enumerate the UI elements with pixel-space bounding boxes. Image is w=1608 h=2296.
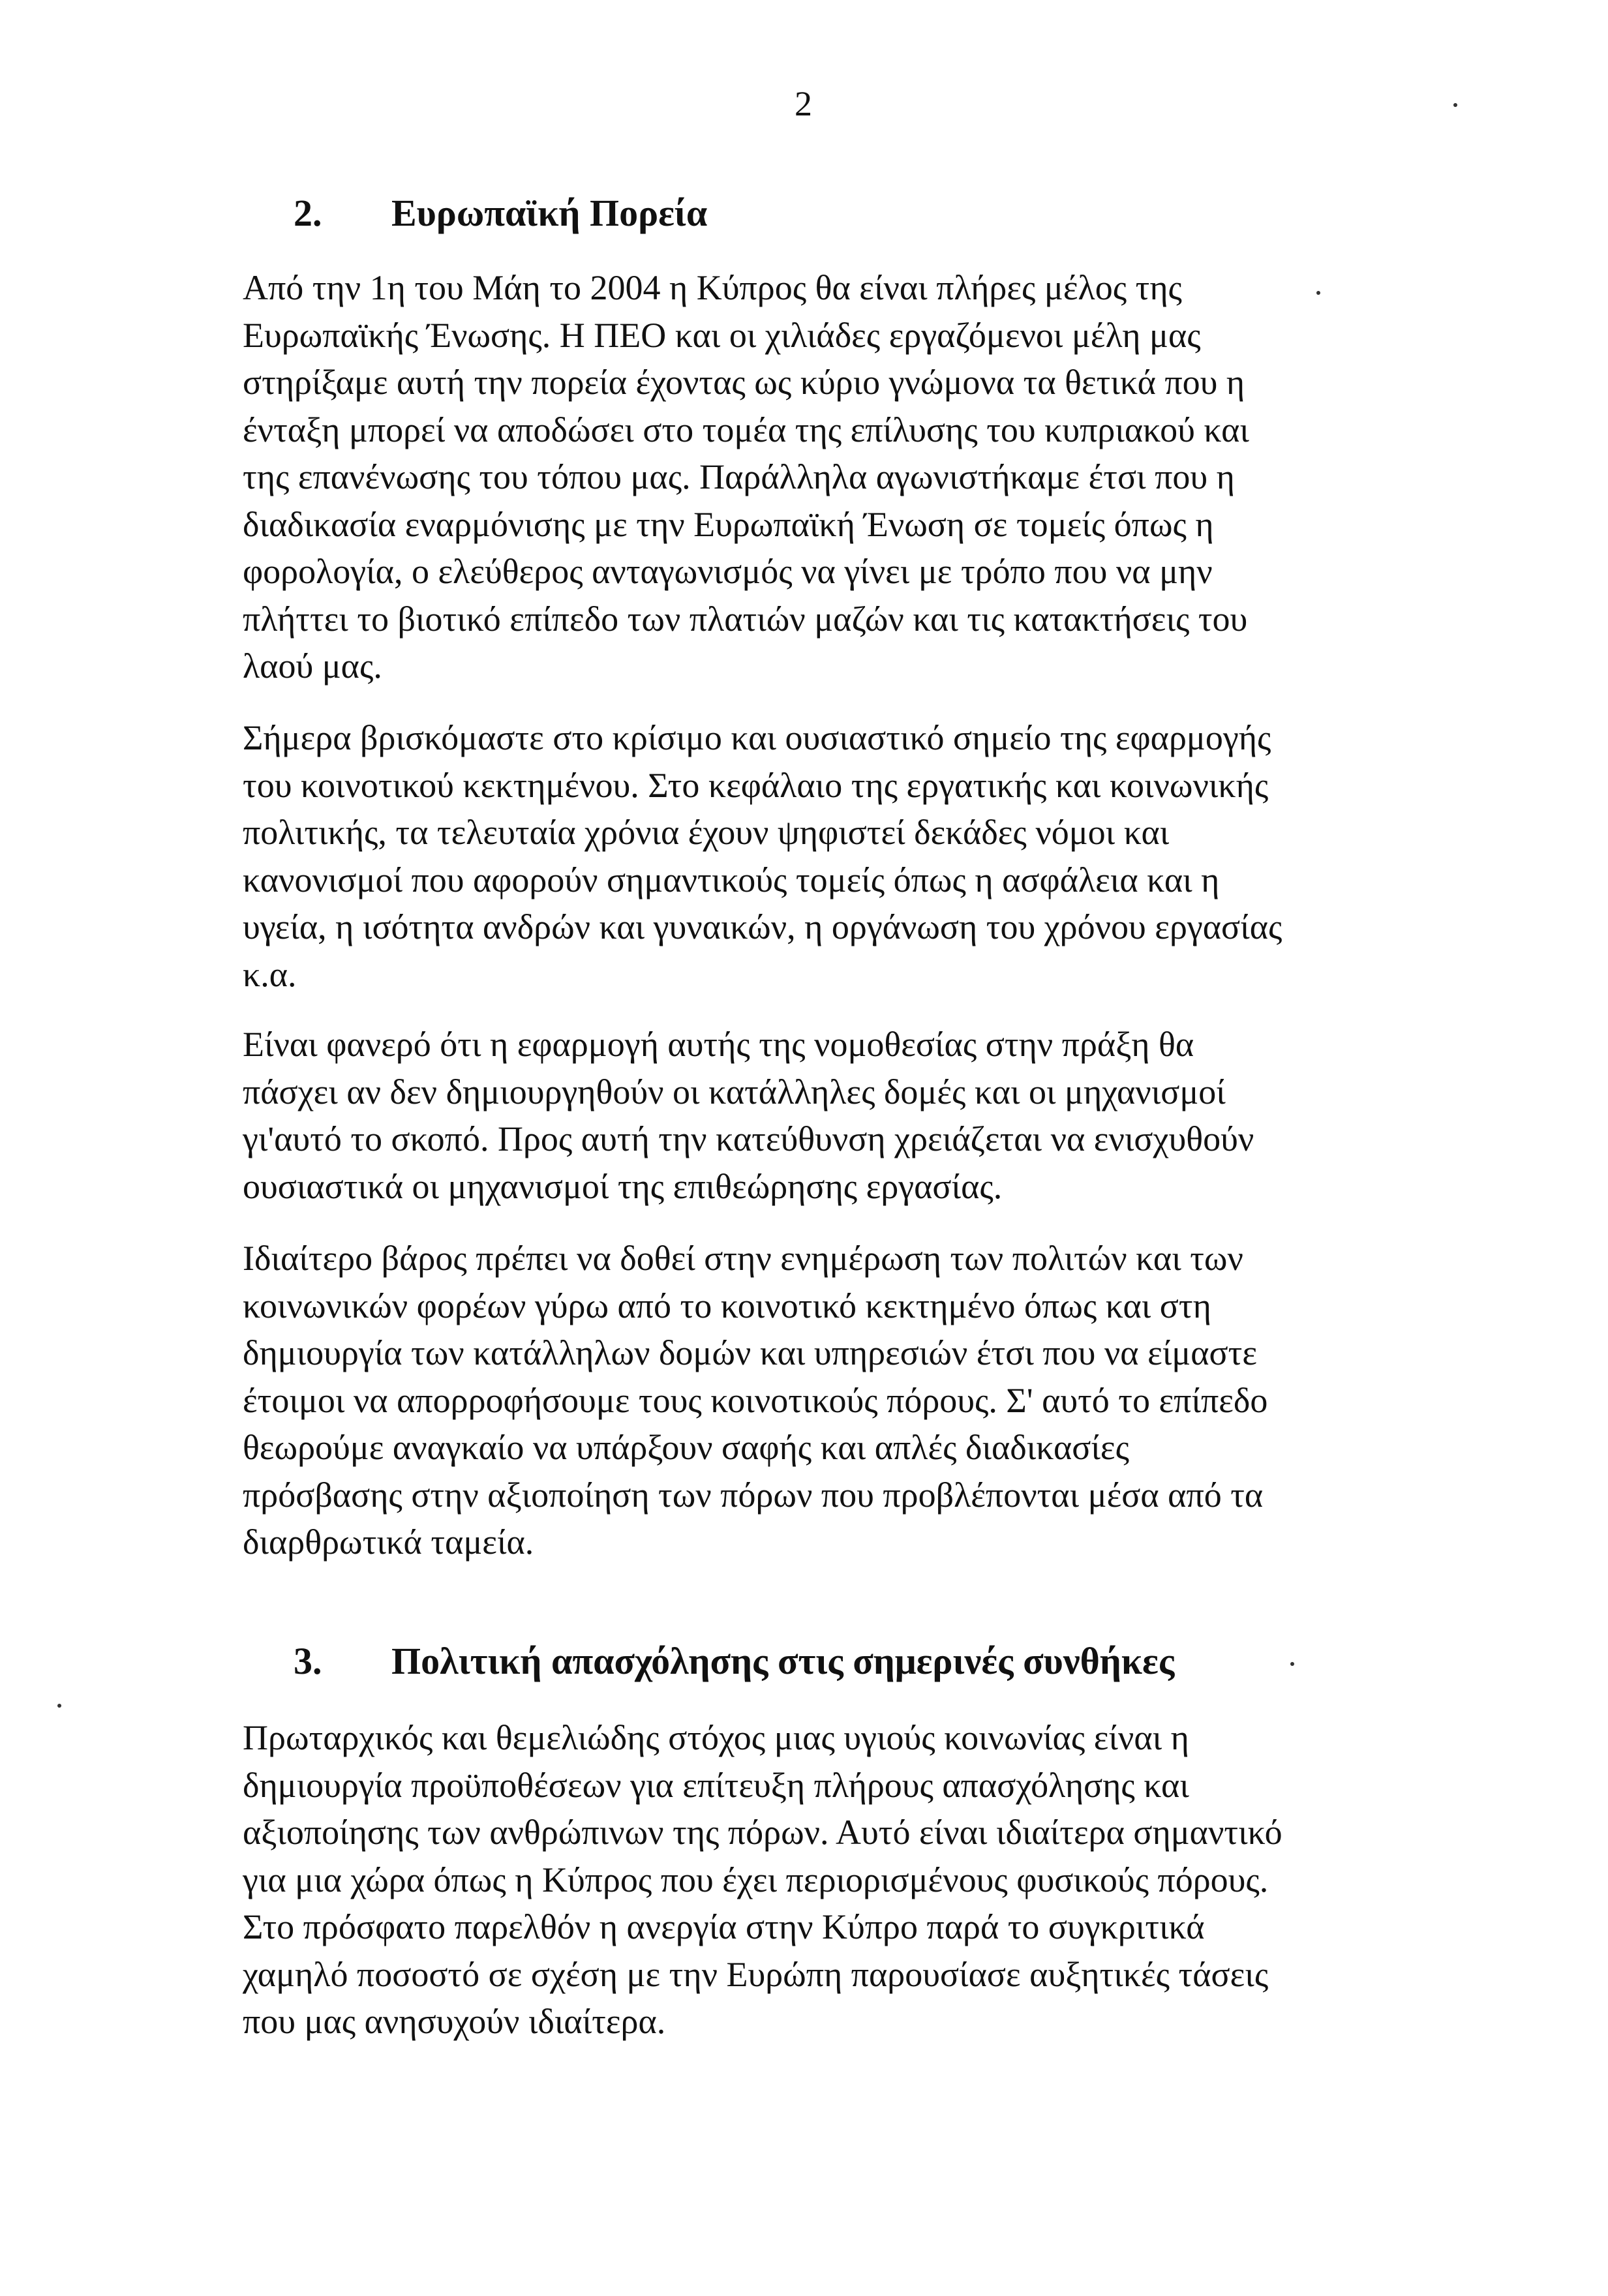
text-line: διαδικασία εναρμόνισης με την Ευρωπαϊκή Ένωση σε τομείς όπως η <box>243 504 1214 544</box>
text-line: κανονισμοί που αφορούν σημαντικούς τομείς όπως η ασφάλεια και η <box>243 860 1220 899</box>
text-line: ουσιαστικά οι μηχανισμοί της επιθεώρησης εργασίας. <box>243 1166 1003 1206</box>
section-heading-employment-policy <box>294 1642 1174 1680</box>
scan-speck <box>57 1704 61 1708</box>
text-line: υγεία, η ισότητα ανδρών και γυναικών, η οργάνωση του χρόνου εργασίας <box>243 907 1282 946</box>
text-line: λαού μας. <box>243 646 382 686</box>
text-line: Στο πρόσφατο παρελθόν η ανεργία στην Κύπρο παρά το συγκριτικά <box>243 1907 1205 1946</box>
text-line: κ.α. <box>243 954 297 994</box>
text-line: φορολογία, ο ελεύθερος ανταγωνισμός να γίνει με τρόπο που να μην <box>243 552 1213 591</box>
page-number: 2 <box>795 84 812 123</box>
text-line: διαρθρωτικά ταμεία. <box>243 1522 534 1562</box>
text-line: έτοιμοι να απορροφήσουμε τους κοινοτικούς πόρους. Σ' αυτό το επίπεδο <box>243 1380 1268 1420</box>
section-number: 2. <box>294 192 322 234</box>
section-title: Ευρωπαϊκή Πορεία <box>391 192 708 234</box>
text-line: Σήμερα βρισκόμαστε στο κρίσιμο και ουσιαστικό σημείο της εφαρμογής <box>243 718 1271 757</box>
text-line: αξιοποίησης των ανθρώπινων της πόρων. Αυτό είναι ιδιαίτερα σημαντικό <box>243 1813 1282 1852</box>
section-number: 3. <box>294 1640 322 1682</box>
scan-speck <box>1316 291 1320 295</box>
text-line: της επανένωσης του τόπου μας. Παράλληλα αγωνιστήκαμε έτσι που η <box>243 457 1235 496</box>
text-line: στηρίξαμε αυτή την πορεία έχοντας ως κύριο γνώμονα τα θετικά που η <box>243 363 1245 402</box>
text-line: κοινωνικών φορέων γύρω από το κοινοτικό κεκτημένο όπως και στη <box>243 1286 1211 1325</box>
text-line: ένταξη μπορεί να αποδώσει στο τομέα της επίλυσης του κυπριακού και <box>243 410 1249 449</box>
scan-speck <box>1290 1662 1294 1666</box>
text-line: του κοινοτικού κεκτημένου. Στο κεφάλαιο της εργατικής και κοινωνικής <box>243 765 1269 805</box>
paragraph <box>243 1714 1410 2046</box>
text-line: γι'αυτό το σκοπό. Προς αυτή την κατεύθυνση χρειάζεται να ενισχυθούν <box>243 1119 1254 1158</box>
text-line: Ιδιαίτερο βάρος πρέπει να δοθεί στην ενημέρωση των πολιτών και των <box>243 1239 1243 1278</box>
text-line: για μια χώρα όπως η Κύπρος που έχει περιορισμένους φυσικούς πόρους. <box>243 1860 1269 1899</box>
text-line: Είναι φανερό ότι η εφαρμογή αυτής της νομοθεσίας στην πράξη θα <box>243 1025 1194 1064</box>
text-line: Από την 1η του Μάη το 2004 η Κύπρος θα είναι πλήρες μέλος της <box>243 268 1182 307</box>
text-line: θεωρούμε αναγκαίο να υπάρξουν σαφής και απλές διαδικασίες <box>243 1428 1129 1467</box>
paragraph <box>243 714 1410 998</box>
text-line: πλήττει το βιοτικό επίπεδο των πλατιών μαζών και τις κατακτήσεις του <box>243 599 1248 639</box>
text-line: Πρωταρχικός και θεμελιώδης στόχος μιας υγιούς κοινωνίας είναι η <box>243 1718 1189 1757</box>
text-line: δημιουργία προϋποθέσεων για επίτευξη πλήρους απασχόλησης και <box>243 1765 1189 1805</box>
text-line: Ευρωπαϊκής Ένωσης. Η ΠΕΟ και οι χιλιάδες εργαζόμενοι μέλη μας <box>243 315 1201 355</box>
text-line: πρόσβασης στην αξιοποίηση των πόρων που προβλέπονται μέσα από τα <box>243 1475 1264 1515</box>
paragraph <box>243 1235 1410 1566</box>
section-heading-european-course <box>294 194 707 232</box>
text-line: πολιτικής, τα τελευταία χρόνια έχουν ψηφιστεί δεκάδες νόμοι και <box>243 813 1170 852</box>
paragraph <box>243 1021 1410 1210</box>
text-line: πάσχει αν δεν δημιουργηθούν οι κατάλληλες δομές και οι μηχανισμοί <box>243 1072 1226 1111</box>
text-line: που μας ανησυχούν ιδιαίτερα. <box>243 2002 666 2041</box>
scan-speck <box>1453 103 1457 107</box>
paragraph <box>243 264 1410 690</box>
text-line: χαμηλό ποσοστό σε σχέση με την Ευρώπη παρουσίασε αυξητικές τάσεις <box>243 1954 1269 1994</box>
section-title: Πολιτική απασχόλησης στις σημερινές συνθήκες <box>391 1640 1175 1682</box>
text-line: δημιουργία των κατάλληλων δομών και υπηρεσιών έτσι που να είμαστε <box>243 1333 1258 1372</box>
